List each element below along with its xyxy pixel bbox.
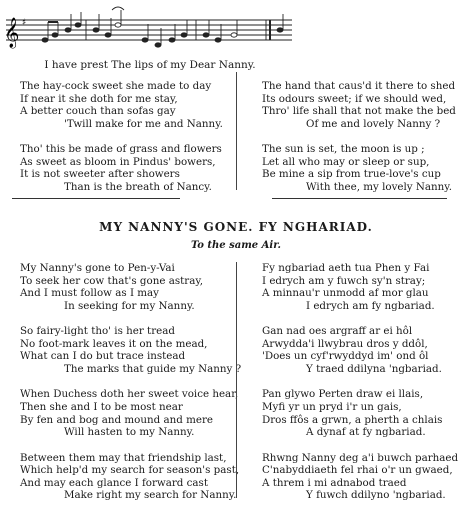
top-right-verses	[262, 80, 456, 206]
stanza	[262, 452, 458, 502]
verse-line: Will hasten to my Nanny.	[64, 426, 195, 439]
verse-line: The hand that caus'd it there to shed	[262, 80, 456, 92]
verse-line: Of me and lovely Nanny ?	[306, 117, 441, 130]
rule-left	[12, 198, 180, 199]
verse-line: It is not sweeter after showers	[20, 168, 180, 181]
song-subtitle: To the same Air.	[190, 240, 282, 251]
verse-line: I edrych am fy ngbariad.	[306, 299, 435, 312]
verse-line: As sweet as bloom in Pindus' bowers,	[20, 155, 216, 168]
bottom-right-verses	[262, 262, 458, 515]
verse-line: Pan glywo Perten draw ei llais,	[262, 388, 424, 401]
verse-line: No foot-mark leaves it on the mead,	[20, 337, 208, 350]
verse-line: A dynaf at fy ngbariad.	[306, 426, 426, 439]
verse-line: By fen and bog and mound and mere	[20, 413, 213, 426]
song-title: MY NANNY'S GONE. FY NGHARIAD.	[99, 220, 373, 234]
verse-line: Dros ffôs a grwn, a pherth a chlais	[262, 413, 443, 426]
verse-line: A threm i mi adnabod traed	[262, 476, 407, 489]
top-left-verses	[20, 80, 223, 206]
verse-line: If near it she doth for me stay,	[20, 92, 178, 105]
rule-right	[272, 198, 447, 199]
stanza	[262, 325, 458, 375]
verse-line: The marks that guide my Nanny ?	[64, 362, 242, 375]
verse-line: Be mine a sip from true-love's cup	[262, 168, 441, 181]
verse-line: Tho' this be made of grass and flowers	[20, 143, 222, 156]
verse-line: The hay-cock sweet she made to day	[20, 80, 212, 92]
verse-line: Rhwng Nanny deg a'i buwch parhaed	[262, 451, 459, 464]
verse-line: Y traed ddilyna 'ngbariad.	[306, 362, 442, 375]
stanza	[20, 452, 241, 502]
verse-line: Gan nad oes argraff ar ei hôl	[262, 325, 413, 338]
stanza	[20, 80, 223, 130]
svg-text:♯: ♯	[22, 18, 27, 28]
music-staff	[0, 0, 300, 58]
stanza	[20, 325, 241, 375]
verse-line: And may each glance I forward cast	[20, 476, 208, 489]
verse-line: What can I do but trace instead	[20, 350, 186, 363]
verse-line: The sun is set, the moon is up ;	[262, 143, 425, 156]
verse-line: When Duchess doth her sweet voice hear,	[20, 388, 239, 401]
stanza	[20, 262, 241, 312]
stanza	[262, 80, 456, 130]
verse-line: In seeking for my Nanny.	[64, 299, 195, 312]
stanza	[262, 388, 458, 438]
verse-line: 'Does un cyf'rwyddyd im' ond ôl	[262, 350, 429, 363]
verse-line: Then she and I to be most near	[20, 400, 183, 413]
verse-line: Y fuwch ddilyno 'ngbariad.	[306, 489, 446, 502]
verse-line: A better couch than sofas gay	[20, 105, 176, 118]
svg-text:𝄞: 𝄞	[4, 18, 20, 48]
verse-line: My Nanny's gone to Pen-y-Vai	[20, 262, 175, 274]
stanza	[262, 262, 458, 312]
verse-line: I edrych am y fuwch sy'n stray;	[262, 274, 426, 287]
verse-line: Fy ngbariad aeth tua Phen y Fai	[262, 262, 430, 274]
verse-line: Arwydda'i llwybrau dros y ddôl,	[262, 337, 428, 350]
verse-line: Let all who may or sleep or sup,	[262, 155, 430, 168]
stanza	[20, 143, 223, 193]
verse-line: Thro' life shall that not make the bed	[262, 105, 456, 118]
verse-line: Make right my search for Nanny.	[64, 489, 237, 502]
verse-line: Myfi yr un pryd i'r un gais,	[262, 400, 402, 413]
bottom-left-verses	[20, 262, 241, 515]
music-caption: I have prest The lips of my Dear Nanny.	[44, 59, 256, 71]
stanza	[262, 143, 456, 193]
verse-line: A minnau'r unmodd af mor glau	[262, 287, 429, 300]
verse-line: With thee, my lovely Nanny.	[306, 180, 453, 193]
verse-line: Which help'd my search for season's past,	[20, 464, 240, 477]
verse-line: Its odours sweet; if we should wed,	[262, 92, 447, 105]
stanza	[20, 388, 241, 438]
verse-line: And I must follow as I may	[20, 287, 160, 300]
verse-line: 'Twill make for me and Nanny.	[64, 117, 223, 130]
verse-line: Between them may that friendship last,	[20, 451, 227, 464]
column-divider-2	[236, 262, 237, 498]
verse-line: Than is the breath of Nancy.	[64, 180, 212, 193]
column-divider	[236, 72, 237, 190]
verse-line: C'nabyddiaeth fel rhai o'r un gwaed,	[262, 464, 453, 477]
verse-line: So fairy-light tho' is her tread	[20, 325, 175, 338]
verse-line: To seek her cow that's gone astray,	[20, 274, 204, 287]
